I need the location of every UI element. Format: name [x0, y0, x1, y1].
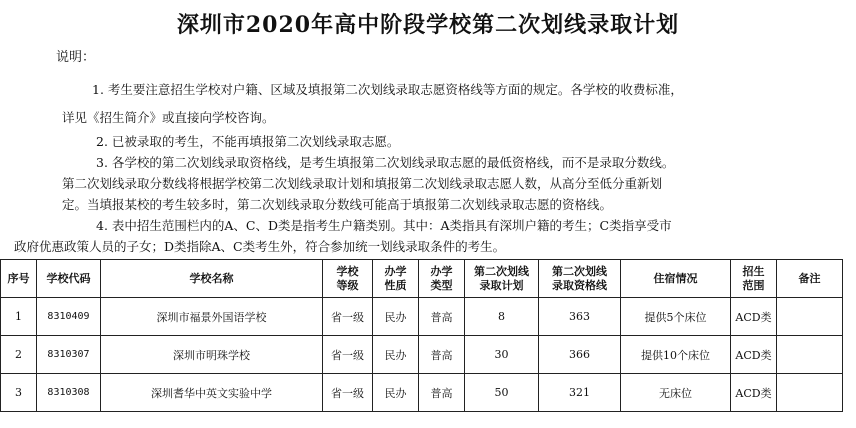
header-cell: 招生 范围	[731, 260, 777, 298]
admission-plan: 50	[465, 374, 539, 412]
header-cell: 办学 性质	[373, 260, 419, 298]
school-code: 8310308	[37, 374, 101, 412]
header-cell: 学校 等级	[323, 260, 373, 298]
admission-plan: 8	[465, 298, 539, 336]
header-cell: 住宿情况	[621, 260, 731, 298]
note-line: 2. 已被录取的考生，不能再填报第二次划线录取志愿。	[96, 134, 400, 149]
school-code: 8310307	[37, 336, 101, 374]
notes-label: 说明：	[56, 50, 96, 65]
enrollment-scope: ACD类	[731, 374, 777, 412]
school-name: 深圳耆华中英文实验中学	[101, 374, 323, 412]
row-number: 2	[1, 336, 37, 374]
note-line: 定。当填报某校的考生较多时，第二次划线录取分数线可能高于填报第二次划线录取志愿的资格线。	[62, 197, 613, 212]
enrollment-scope: ACD类	[731, 336, 777, 374]
admission-line: 321	[539, 374, 621, 412]
school-level: 省一级	[323, 374, 373, 412]
note-line: 3. 各学校的第二次划线录取资格线，是考生填报第二次划线录取志愿的最低资格线，而不是录取分数线。	[96, 155, 675, 170]
school-name: 深圳市明珠学校	[101, 336, 323, 374]
remarks	[777, 374, 843, 412]
accommodation: 无床位	[621, 374, 731, 412]
admission-plan: 30	[465, 336, 539, 374]
school-name: 深圳市福景外国语学校	[101, 298, 323, 336]
header-cell: 学校代码	[37, 260, 101, 298]
note-line: 1. 考生要注意招生学校对户籍、区域及填报第二次划线录取志愿资格线等方面的规定。各学校的收费标准，	[92, 82, 683, 97]
school-table	[0, 259, 843, 412]
header-cell: 序号	[1, 260, 37, 298]
admission-line: 366	[539, 336, 621, 374]
school-nature: 民办	[373, 374, 419, 412]
note-line: 详见《招生简介》或直接向学校咨询。	[62, 110, 275, 125]
school-type: 普高	[419, 374, 465, 412]
admission-line: 363	[539, 298, 621, 336]
note-line: 4. 表中招生范围栏内的A、C、D类是指考生户籍类别。其中：A类指具有深圳户籍的考生；C类指享受市	[96, 218, 672, 233]
header-cell: 办学 类型	[419, 260, 465, 298]
note-line: 第二次划线录取分数线将根据学校第二次划线录取计划和填报第二次划线录取志愿人数，从高分至低分重新划	[62, 176, 663, 191]
header-cell: 学校名称	[101, 260, 323, 298]
accommodation: 提供5个床位	[621, 298, 731, 336]
table-row	[1, 336, 843, 374]
school-type: 普高	[419, 336, 465, 374]
school-nature: 民办	[373, 298, 419, 336]
school-nature: 民办	[373, 336, 419, 374]
table-row	[1, 298, 843, 336]
enrollment-scope: ACD类	[731, 298, 777, 336]
school-code: 8310409	[37, 298, 101, 336]
accommodation: 提供10个床位	[621, 336, 731, 374]
remarks	[777, 298, 843, 336]
row-number: 1	[1, 298, 37, 336]
header-cell: 备注	[777, 260, 843, 298]
note-line: 政府优惠政策人员的子女；D类指除A、C类考生外，符合参加统一划线录取条件的考生。	[14, 239, 506, 254]
header-cell: 第二次划线 录取资格线	[539, 260, 621, 298]
remarks	[777, 336, 843, 374]
page-title: 深圳市2020年高中阶段学校第二次划线录取计划	[176, 12, 680, 38]
header-cell: 第二次划线 录取计划	[465, 260, 539, 298]
school-level: 省一级	[323, 298, 373, 336]
row-number: 3	[1, 374, 37, 412]
table-row	[1, 374, 843, 412]
school-level: 省一级	[323, 336, 373, 374]
table-header-row	[1, 260, 843, 298]
school-type: 普高	[419, 298, 465, 336]
